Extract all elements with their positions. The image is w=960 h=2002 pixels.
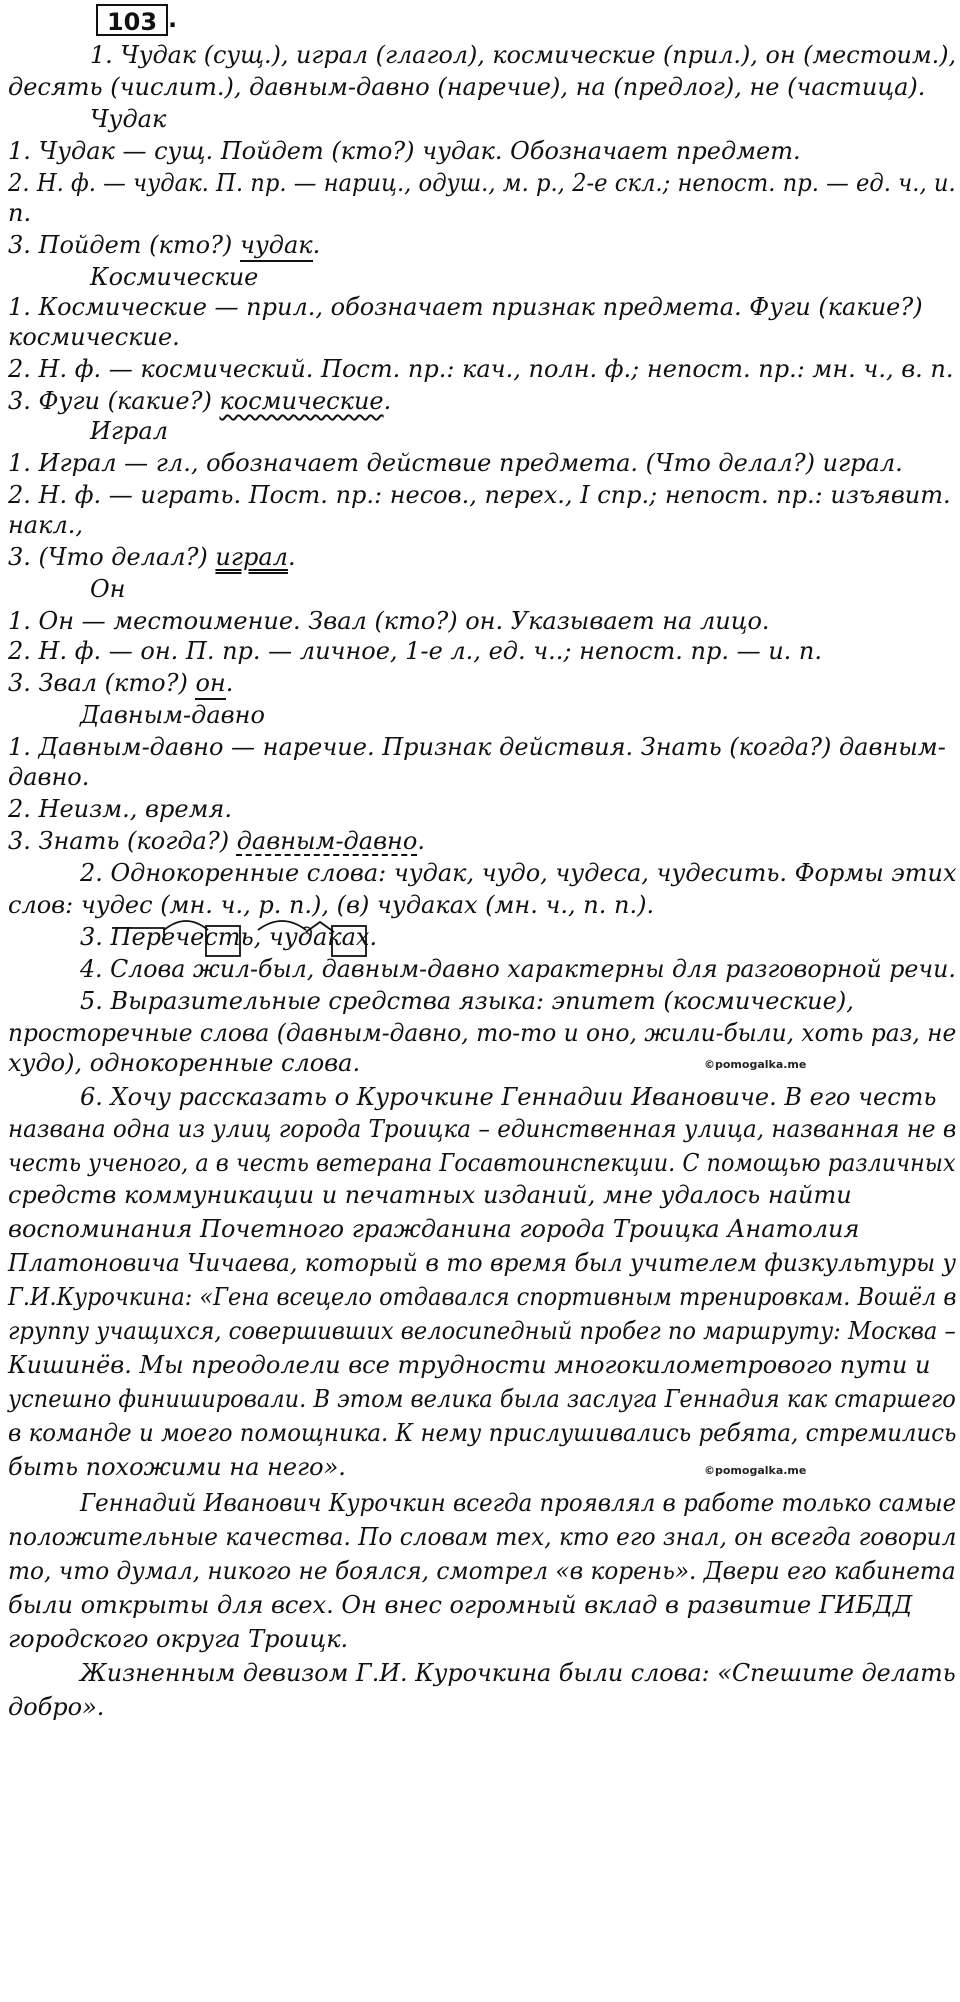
analysis-line: 1. Он — местоимение. Звал (кто?) он. Указывает на лицо. <box>8 607 770 635</box>
task1-text-line: 1. Чудак (сущ.), играл (глагол), космические (прил.), он (местоим.), <box>90 41 957 69</box>
period: . <box>287 543 296 571</box>
task6-text-line: Г.И.Курочкина: «Гена всецело отдавался спортивным тренировкам. Вошёл в <box>8 1283 957 1311</box>
task6-text-line: 6. Хочу рассказать о Курочкине Геннадии Ивановиче. В его честь <box>80 1083 937 1111</box>
analysis-line: 1. Давным-давно — наречие. Признак действия. Знать (когда?) давным- <box>8 733 946 761</box>
exercise-number-box: 103 <box>96 4 168 36</box>
analysis-line <box>8 542 296 572</box>
word-heading-igral: Играл <box>90 417 169 445</box>
task5-text-line: худо), однокоренные слова. <box>8 1049 361 1077</box>
analysis-text: 3. Знать (когда?) <box>8 827 237 855</box>
analysis-line <box>8 668 233 698</box>
task6-text-line: средств коммуникации и печатных изданий, мне удалось найти <box>8 1181 852 1209</box>
comma: , <box>253 923 269 951</box>
task2-text-line: 2. Однокоренные слова: чудак, чудо, чудеса, чудесить. Формы этих <box>80 859 957 887</box>
word-heading-kosmicheskie: Космические <box>90 263 259 291</box>
task2-text-line: слов: чудес (мн. ч., р. п.), (в) чудаках (мн. ч., п. п.). <box>8 891 655 919</box>
analysis-line: 2. Н. ф. — играть. Пост. пр.: несов., перех., I спр.; непост. пр.: изъявит. <box>8 481 951 509</box>
closing-text-line: то, что думал, никого не боялся, смотрел «в корень». Двери его кабинета <box>8 1557 956 1585</box>
analysis-line: п. <box>8 199 32 227</box>
analysis-line <box>8 826 425 856</box>
ending-box <box>332 926 366 956</box>
task6-text-line: честь ученого, а в честь ветерана Госавтоинспекции. С помощью различных <box>8 1149 956 1177</box>
analysis-line: 1. Играл — гл., обозначает действие предмета. (Что делал?) играл. <box>8 449 903 477</box>
task3-number: 3. <box>80 923 111 951</box>
task6-text-line: успешно финишировали. В этом велика была заслуга Геннадия как старшего <box>8 1385 956 1413</box>
analysis-line: 2. Неизм., время. <box>8 795 232 823</box>
underlined-subject-word: он <box>195 669 225 700</box>
task6-text-line: группу учащихся, совершивших велосипедный пробег по маршруту: Москва – <box>8 1317 956 1345</box>
underlined-subject-word: чудак <box>240 231 313 262</box>
analysis-line: 2. Н. ф. — чудак. П. пр. — нариц., одуш., м. р., 2-е скл.; непост. пр. — ед. ч., и. <box>8 169 956 197</box>
task6-text-line: Кишинёв. Мы преодолели все трудности многокилометрового пути и <box>8 1351 931 1379</box>
analysis-text: 3. Фуги (какие?) <box>8 387 220 415</box>
task4-text-line: 4. Слова жил-был, давным-давно характерны для разговорной речи. <box>80 955 956 983</box>
word-heading-on: Он <box>90 575 126 603</box>
wavy-underlined-attribute-word: космические <box>219 387 384 415</box>
prefix-mark <box>112 928 164 936</box>
analysis-line <box>8 230 320 260</box>
period: . <box>225 669 234 697</box>
suffix-mark <box>306 922 334 932</box>
ending-box <box>206 926 240 956</box>
period: . <box>383 387 392 415</box>
period: . <box>417 827 425 855</box>
analysis-line <box>8 386 391 416</box>
task6-text-line: быть похожими на него». <box>8 1453 346 1481</box>
closing-text-line: положительные качества. По словам тех, кто его знал, он всегда говорил <box>8 1523 957 1551</box>
morpheme-word-perechest: Перечесть <box>110 923 254 951</box>
watermark: ©pomogalka.me <box>704 1058 807 1071</box>
task6-text-line: в команде и моего помощника. К нему прислушивались ребята, стремились <box>8 1419 957 1447</box>
analysis-line: накл., <box>8 511 83 539</box>
closing-text-line: были открыты для всех. Он внес огромный вклад в развитие ГИБДД <box>8 1591 913 1619</box>
analysis-line: давно. <box>8 763 90 791</box>
task5-text-line: просторечные слова (давным-давно, то-то и оно, жили-были, хоть раз, не <box>8 1019 957 1047</box>
morpheme-word-chudakah: чудаках <box>268 923 370 951</box>
task5-text-line: 5. Выразительные средства языка: эпитет (космические), <box>80 987 854 1015</box>
dash-dot-underlined-adverbial-word: давным-давно <box>236 827 418 855</box>
double-underlined-predicate-word: играл <box>215 543 288 571</box>
closing-text-line: Жизненным девизом Г.И. Курочкина были слова: «Спешите делать <box>80 1659 956 1687</box>
analysis-line: 1. Чудак — сущ. Пойдет (кто?) чудак. Обозначает предмет. <box>8 137 801 165</box>
task6-text-line: воспоминания Почетного гражданина города Троицка Анатолия <box>8 1215 860 1243</box>
analysis-text: 3. Пойдет (кто?) <box>8 231 240 259</box>
analysis-line: 2. Н. ф. — он. П. пр. — личное, 1-е л., ед. ч..; непост. пр. — и. п. <box>8 637 823 665</box>
task1-text-line: десять (числит.), давным-давно (наречие), на (предлог), не (частица). <box>8 73 926 101</box>
closing-text-line: добро». <box>8 1693 105 1721</box>
analysis-line: 1. Космические — прил., обозначает признак предмета. Фуги (какие?) <box>8 293 923 321</box>
root-arc <box>164 921 208 930</box>
analysis-line: 2. Н. ф. — космический. Пост. пр.: кач., полн. ф.; непост. пр.: мн. ч., в. п. <box>8 355 954 383</box>
word-heading-chudak: Чудак <box>90 105 167 133</box>
word-heading-davnym-davno: Давным-давно <box>80 701 265 729</box>
task6-text-line: Платоновича Чичаева, который в то время был учителем физкультуры у <box>8 1249 957 1277</box>
closing-text-line: Геннадий Иванович Курочкин всегда проявлял в работе только самые <box>80 1489 957 1517</box>
closing-text-line: городского округа Троицк. <box>8 1625 349 1653</box>
period: . <box>369 923 378 951</box>
root-arc <box>258 921 306 930</box>
watermark: ©pomogalka.me <box>704 1464 807 1477</box>
analysis-text: 3. Звал (кто?) <box>8 669 196 697</box>
analysis-line: космические. <box>8 323 180 351</box>
exercise-number-dot: . <box>168 5 178 33</box>
period: . <box>312 231 321 259</box>
task6-text-line: названа одна из улиц города Троицка – единственная улица, названная не в <box>8 1115 957 1143</box>
analysis-text: 3. (Что делал?) <box>8 543 216 571</box>
